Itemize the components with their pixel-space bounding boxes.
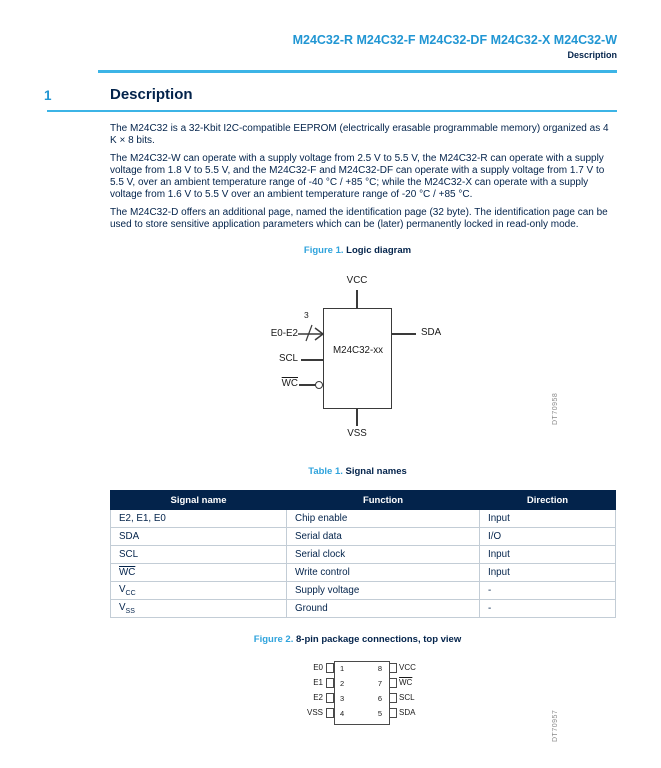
figure1-reference-code: DT70958	[552, 392, 559, 425]
pin-label: VCC	[399, 663, 416, 672]
paragraph: The M24C32-W can operate with a supply voltage from 2.5 V to 5.5 V, the M24C32-R can operate with a supply voltage from 1.8 V to 5.5 V, and the M24C32-F and M24C32-DF can operate with a supply voltage from 1.7 V to 5.5 V, over an ambient temperature range of -40 °C / +85 °C; while the M24C32-X can operate with a supply voltage from 1.6 V to 5.5 V over an ambient temperature range of -20 °C / +85 °C.	[110, 152, 605, 201]
table-row	[111, 582, 616, 600]
column-header: Signal name	[111, 491, 287, 510]
chip-name-label: M24C32-xx	[332, 345, 384, 356]
table1-caption	[98, 466, 617, 477]
signal-table	[110, 490, 616, 618]
pin-number: 4	[340, 708, 345, 718]
pin-label: E0	[313, 663, 323, 672]
document-title: M24C32-R M24C32-F M24C32-DF M24C32-X M24C32-W	[292, 33, 617, 47]
scl-wire	[301, 359, 323, 361]
signal-table-body	[111, 510, 616, 618]
direction-cell: I/O	[480, 528, 616, 546]
section-title: Description	[110, 86, 193, 103]
signal-name-cell: SCL	[111, 546, 287, 564]
figure1-caption	[98, 245, 617, 256]
signal-name-cell: $V_{CC}$	[111, 582, 287, 600]
figure2-caption-label: Figure 2.	[253, 634, 294, 645]
direction-cell: -	[480, 600, 616, 618]
pin-number: 1	[340, 663, 345, 673]
pin-lead-icon	[389, 693, 397, 703]
function-cell: Serial data	[287, 528, 480, 546]
figure1-caption-text: Logic diagram	[346, 245, 412, 256]
pin-number: 3	[340, 693, 345, 703]
signal-name-cell: E2, E1, E0	[111, 510, 287, 528]
paragraph: The M24C32-D offers an additional page, named the identification page (32 byte). The identification page can be used to store sensitive application parameters which can be (later) permanently locked in read-only mode.	[110, 206, 608, 231]
pin-number: 5	[377, 708, 382, 718]
pin-label: E2	[313, 693, 323, 702]
pin-label: VSS	[306, 708, 323, 717]
pin-number: 2	[340, 678, 345, 688]
table1-caption-text: Signal names	[345, 466, 407, 477]
sda-wire	[392, 333, 416, 335]
section-number: 1	[44, 88, 52, 103]
paragraph: The M24C32 is a 32-Kbit I2C-compatible EEPROM (electrically erasable programmable memory) organized as 4 K × 8 bits.	[110, 123, 609, 147]
signal-name-cell: $\overline{WC}$	[111, 564, 287, 582]
section-rule	[47, 110, 617, 112]
signal-table-header-row	[111, 491, 616, 510]
header-rule	[98, 70, 617, 73]
table-row	[111, 546, 616, 564]
pin-label: E1	[313, 678, 323, 687]
logic-block	[323, 308, 392, 409]
body-text	[110, 123, 612, 236]
figure2-reference-code: DT70957	[552, 709, 559, 742]
pin-lead-icon	[389, 708, 397, 718]
pin-lead-icon	[326, 693, 334, 703]
pin-lead-icon	[326, 663, 334, 673]
pin-label: $\overline{WC}$	[399, 678, 413, 687]
table-row	[111, 510, 616, 528]
vcc-wire	[356, 290, 358, 308]
function-cell: Serial clock	[287, 546, 480, 564]
pin-lead-icon	[389, 663, 397, 673]
pin-lead-icon	[389, 678, 397, 688]
table-row	[111, 528, 616, 546]
direction-cell: -	[480, 582, 616, 600]
signal-name-cell: $V_{SS}$	[111, 600, 287, 618]
active-low-bubble-icon	[315, 381, 323, 389]
direction-cell: Input	[480, 564, 616, 582]
pin-label: SCL	[399, 693, 415, 702]
column-header: Function	[287, 491, 480, 510]
function-cell: Ground	[287, 600, 480, 618]
bus-arrow-icon	[298, 322, 325, 346]
header-chapter-label: Description	[567, 50, 617, 60]
pin-lead-icon	[326, 708, 334, 718]
sda-label: SDA	[421, 327, 442, 338]
function-cell: Write control	[287, 564, 480, 582]
function-cell: Supply voltage	[287, 582, 480, 600]
figure1-caption-label: Figure 1.	[303, 245, 344, 256]
direction-cell: Input	[480, 510, 616, 528]
direction-cell: Input	[480, 546, 616, 564]
bus-width-label: 3	[304, 310, 309, 320]
pin-number: 8	[377, 663, 382, 673]
table-row	[111, 564, 616, 582]
figure2-caption	[98, 634, 617, 645]
vss-wire	[356, 409, 358, 426]
table1-caption-label: Table 1.	[308, 466, 343, 477]
function-cell: Chip enable	[287, 510, 480, 528]
scl-label: SCL	[278, 353, 298, 364]
figure2-caption-text: 8-pin package connections, top view	[296, 634, 462, 645]
e-bus-label: E0-E2	[270, 328, 298, 339]
pin-number: 6	[377, 693, 382, 703]
table-row	[111, 600, 616, 618]
vcc-label: VCC	[346, 275, 368, 286]
pin-number: 7	[377, 678, 382, 688]
vss-label: VSS	[347, 428, 367, 439]
wc-label: $\overline{WC}$	[281, 378, 298, 389]
pin-lead-icon	[326, 678, 334, 688]
column-header: Direction	[480, 491, 616, 510]
signal-name-cell: SDA	[111, 528, 287, 546]
wc-wire	[299, 384, 316, 386]
package-diagram	[300, 655, 470, 735]
pin-label: SDA	[399, 708, 416, 717]
